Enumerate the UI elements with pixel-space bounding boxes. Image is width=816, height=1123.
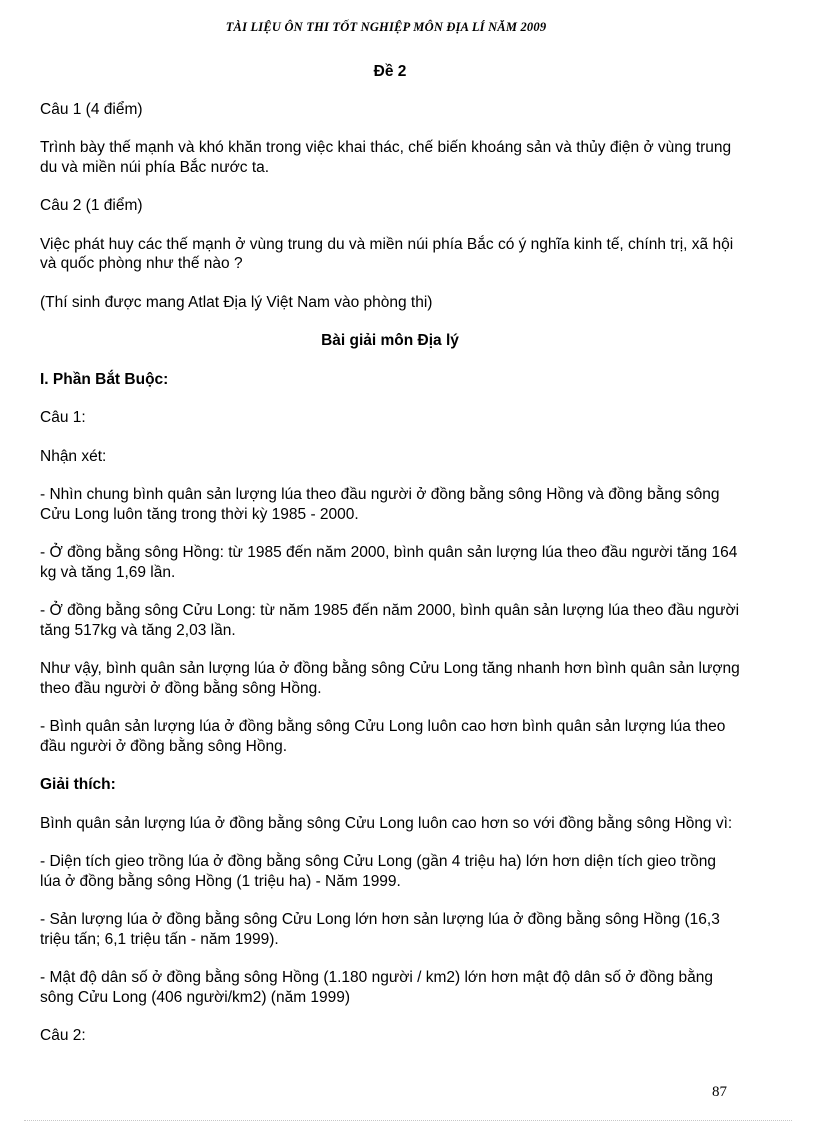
paragraph-remark-3: - Ở đồng bằng sông Cửu Long: từ năm 1985 đến năm 2000, bình quân sản lượng lúa theo đầu người tăng 517kg và tăng 2,03 lần. bbox=[40, 602, 740, 639]
paragraph-explanation-1: - Diện tích gieo trồng lúa ở đồng bằng sông Cửu Long (gần 4 triệu ha) lớn hơn diện tích gieo trồng lúa ở đồng bằng sông Hồng (1 triệu ha) - Năm 1999. bbox=[40, 853, 716, 890]
section-heading: I. Phần Bắt Buộc: bbox=[40, 370, 169, 388]
question-2-heading: Câu 2 (1 điểm) bbox=[40, 197, 143, 214]
paragraph-explanation-2: - Sản lượng lúa ở đồng bằng sông Cửu Long lớn hơn sản lượng lúa ở đồng bằng sông Hồng (16,3 triệu tấn; 6,1 triệu tấn - năm 1999). bbox=[40, 911, 720, 948]
remarks-heading: Nhận xét: bbox=[40, 447, 107, 465]
page-number: 87 bbox=[712, 1084, 727, 1100]
answer-2-heading: Câu 2: bbox=[40, 1027, 86, 1044]
paragraph-explanation-intro: Bình quân sản lượng lúa ở đồng bằng sông Cửu Long luôn cao hơn so với đồng bằng sông Hồng vì: bbox=[40, 814, 733, 832]
answer-title: Bài giải môn Địa lý bbox=[321, 332, 459, 349]
question-1-heading: Câu 1 (4 điểm) bbox=[40, 100, 143, 118]
answer-1-heading: Câu 1: bbox=[40, 409, 86, 426]
paragraph-remark-1: - Nhìn chung bình quân sản lượng lúa theo đầu người ở đồng bằng sông Hồng và đồng bằng sông Cửu Long luôn tăng trong thời kỳ 1985 - 2000. bbox=[40, 486, 720, 523]
paragraph-remark-4: Như vậy, bình quân sản lượng lúa ở đồng bằng sông Cửu Long tăng nhanh hơn bình quân sản lượng theo đầu người ở đồng bằng sông Hồng. bbox=[40, 660, 740, 697]
document-body bbox=[40, 62, 740, 1046]
paragraph-explanation-3: - Mật độ dân số ở đồng bằng sông Hồng (1.180 người / km2) lớn hơn mật độ dân số ở đồng bằng sông Cửu Long (406 người/km2) (năm 1999) bbox=[40, 969, 714, 1006]
page-header: TÀI LIỆU ÔN THI TỐT NGHIỆP MÔN ĐỊA LÍ NĂM 2009 bbox=[225, 20, 547, 34]
exam-title: Đề 2 bbox=[373, 63, 407, 80]
paragraph-remark-2: - Ở đồng bằng sông Hồng: từ 1985 đến năm 2000, bình quân sản lượng lúa theo đầu người tăng 164 kg và tăng 1,69 lần. bbox=[40, 544, 738, 581]
paragraph-remark-5: - Bình quân sản lượng lúa ở đồng bằng sông Cửu Long luôn cao hơn bình quân sản lượng lúa theo đầu người ở đồng bằng sông Hồng. bbox=[40, 718, 726, 755]
explanation-heading: Giải thích: bbox=[40, 776, 116, 793]
question-2-text: Việc phát huy các thế mạnh ở vùng trung du và miền núi phía Bắc có ý nghĩa kinh tế, chính trị, xã hội và quốc phòng như thế nào ? bbox=[40, 235, 734, 272]
page-bottom-divider bbox=[24, 1120, 792, 1121]
exam-note: (Thí sinh được mang Atlat Địa lý Việt Nam vào phòng thi) bbox=[40, 293, 433, 311]
question-1-text: Trình bày thế mạnh và khó khăn trong việc khai thác, chế biến khoáng sản và thủy điện ở vùng trung du và miền núi phía Bắc nước ta. bbox=[40, 139, 732, 176]
